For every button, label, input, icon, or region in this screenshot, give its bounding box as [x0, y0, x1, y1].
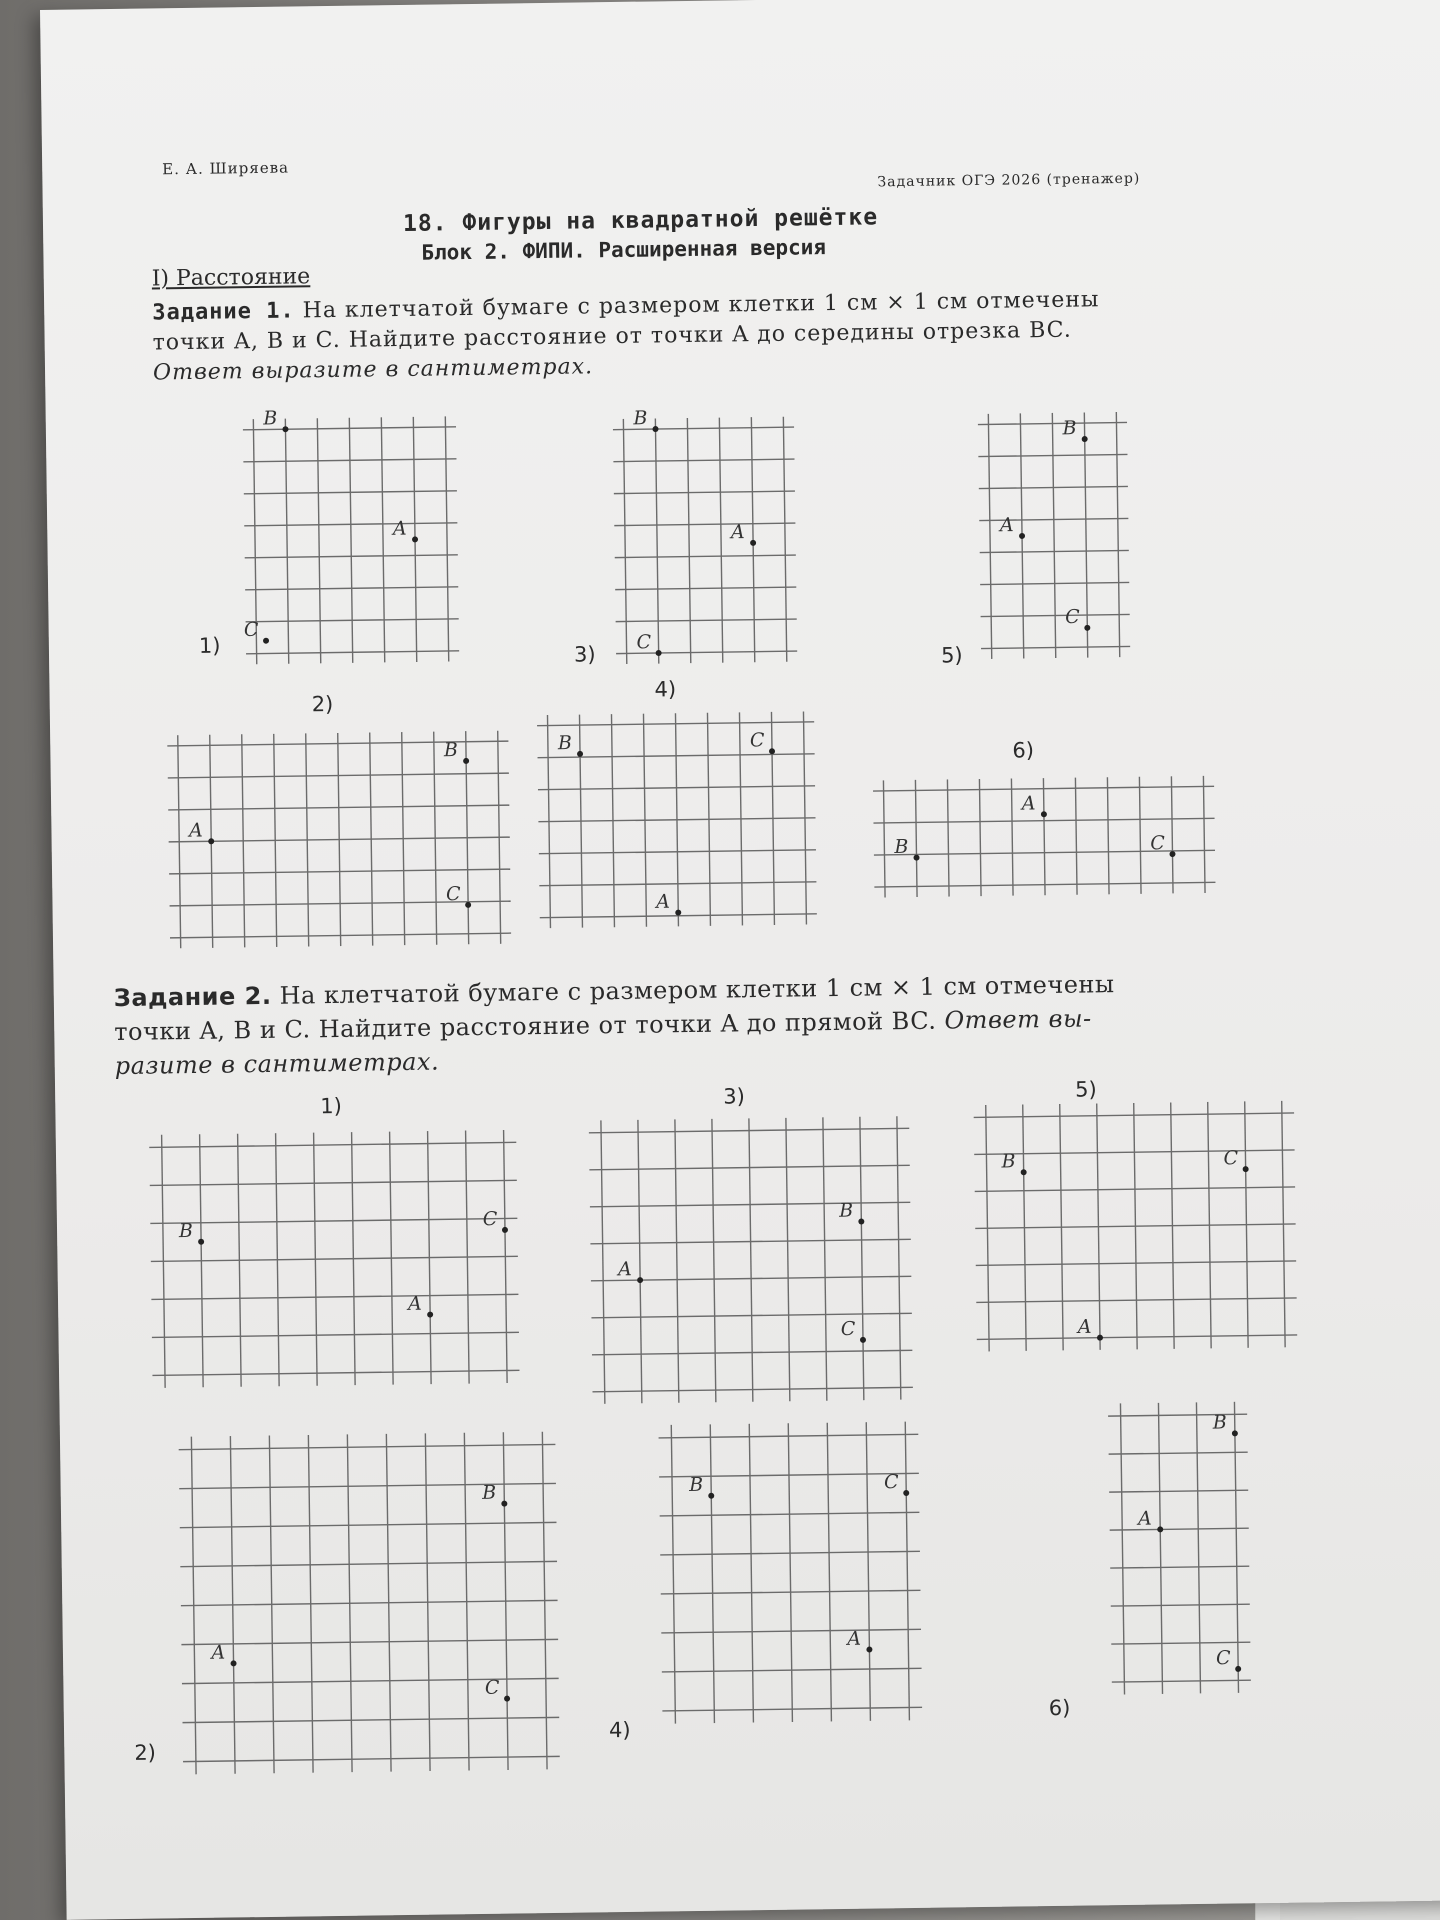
point-a-dot [1097, 1335, 1103, 1341]
grid-line-vertical [317, 418, 320, 663]
point-b-dot [463, 758, 469, 764]
grid-line-vertical [883, 780, 885, 897]
grid-line-horizontal [614, 491, 795, 494]
task1-fig-num-2: 2) [311, 691, 334, 717]
point-c-dot [263, 638, 269, 644]
point-a-dot [427, 1312, 433, 1318]
task2-figure-3-grid [589, 1116, 913, 1404]
task1-fig-num-6: 6) [1012, 738, 1035, 763]
task1-figure-4 [530, 704, 824, 935]
point-b-label: B [894, 835, 909, 858]
point-b-label: B [482, 1481, 497, 1504]
grid-line-horizontal [149, 1142, 516, 1147]
task2-fig-num-4: 4) [608, 1717, 631, 1743]
point-c-dot [860, 1337, 866, 1343]
point-b-label: B [557, 732, 573, 755]
point-a-label: A [407, 1292, 422, 1315]
grid-line-vertical [786, 1118, 790, 1401]
point-b-label: B [839, 1199, 854, 1222]
point-b-dot [708, 1493, 714, 1499]
point-b-dot [913, 855, 919, 861]
grid-line-vertical [712, 1119, 716, 1402]
task2-fig-num-2: 2) [134, 1740, 157, 1765]
task2-figure-4-grid [658, 1421, 922, 1723]
grid-line-vertical [915, 780, 917, 897]
point-b-label: B [1212, 1411, 1227, 1434]
task1-figure-6-grid [873, 776, 1216, 898]
point-c-label: C [243, 618, 259, 642]
task1-figure-3 [606, 409, 805, 671]
page-title: 18. Фигуры на квадратной решётке [402, 204, 879, 237]
grid-line-vertical [1139, 777, 1141, 894]
point-a-label: A [188, 819, 203, 842]
grid-line-horizontal [1109, 1452, 1248, 1454]
grid-line-vertical [655, 418, 658, 663]
grid-line-horizontal [616, 619, 797, 622]
point-c-label: C [636, 631, 652, 654]
section-heading: I) Расстояние [151, 264, 311, 292]
point-c-dot [465, 902, 471, 908]
point-c-label: C [445, 883, 461, 906]
point-a-dot [208, 838, 214, 844]
task2-line1: На клетчатой бумаге с размером клетки 1 см × 1 см отмечены [279, 970, 1115, 1010]
point-c-label: C [749, 729, 765, 752]
point-b-label: B [263, 407, 278, 430]
point-c-dot [1243, 1166, 1249, 1172]
task2-figure-2-grid [179, 1432, 560, 1775]
task1-figure-2-grid [167, 731, 511, 949]
point-b-dot [1021, 1169, 1027, 1175]
task2-figure-4 [650, 1413, 931, 1733]
task2-figure-3 [580, 1108, 921, 1412]
point-a-dot [1019, 533, 1025, 539]
grid-line-vertical [751, 417, 754, 662]
point-a-label: A [1077, 1315, 1092, 1338]
book-title: Задачник ОГЭ 2026 (тренажер) [877, 170, 1141, 191]
point-b-dot [652, 426, 658, 432]
task1-figure-6 [866, 769, 1223, 905]
grid-line-vertical [1158, 1403, 1162, 1694]
grid-line-horizontal [152, 1370, 519, 1375]
point-c-label: C [482, 1208, 498, 1231]
grid-line-vertical [1107, 777, 1109, 894]
task2-text [114, 967, 1116, 1083]
grid-line-vertical [1234, 1402, 1238, 1693]
point-c-label: C [484, 1676, 500, 1699]
point-a-dot [412, 536, 418, 542]
point-c-label: C [1215, 1647, 1231, 1670]
grid-line-vertical [979, 779, 981, 896]
point-a-dot [1041, 811, 1047, 817]
grid-line-horizontal [180, 1522, 557, 1527]
grid-line-horizontal [1111, 1642, 1250, 1644]
task2-fig-num-5: 5) [1075, 1077, 1097, 1102]
grid-line-horizontal [181, 1639, 558, 1644]
task1-line1: На клетчатой бумаге с размером клетки 1 см × 1 см отмечены [302, 287, 1100, 324]
point-c-dot [1169, 851, 1175, 857]
task1-figure-4-grid [537, 711, 817, 928]
grid-line-vertical [897, 1116, 901, 1399]
point-a-dot [231, 1660, 237, 1666]
grid-line-horizontal [615, 555, 796, 558]
point-c-dot [656, 650, 662, 656]
task2-line2: точки A, B и C. Найдите расстояние от точки A до прямой BC. [114, 1006, 937, 1047]
grid-line-vertical [675, 1119, 679, 1402]
grid-line-horizontal [180, 1561, 557, 1566]
task1-fig-num-3: 3) [573, 642, 596, 667]
grid-line-horizontal [179, 1444, 556, 1449]
task2-figure-6 [1099, 1393, 1259, 1703]
grid-line-horizontal [183, 1717, 560, 1722]
point-b-label: B [633, 407, 648, 430]
task2-figure-2 [170, 1423, 569, 1783]
grid-line-horizontal [1112, 1680, 1251, 1682]
point-a-dot [866, 1646, 872, 1652]
point-b-dot [282, 426, 288, 432]
grid-line-vertical [823, 1117, 827, 1400]
grid-line-horizontal [151, 1256, 518, 1261]
point-b-dot [1082, 436, 1088, 442]
worksheet-page [40, 0, 1440, 1920]
grid-line-horizontal [150, 1218, 517, 1223]
point-c-dot [769, 748, 775, 754]
point-a-label: A [1021, 792, 1036, 815]
point-b-label: B [178, 1219, 194, 1243]
point-b-dot [501, 1501, 507, 1507]
task2-figure-1 [141, 1121, 529, 1396]
task1-fig-num-5: 5) [940, 643, 963, 668]
grid-line-horizontal [179, 1483, 556, 1488]
task1-figure-3-grid [613, 405, 798, 664]
grid-line-vertical [719, 418, 722, 663]
grid-line-horizontal [183, 1756, 560, 1761]
point-c-dot [1084, 625, 1090, 631]
point-c-label: C [840, 1317, 856, 1341]
task1-figure-5-grid [978, 412, 1131, 659]
author: Е. А. Ширяева [162, 158, 290, 179]
grid-line-horizontal [150, 1180, 517, 1185]
task1-line2: точки A, B и C. Найдите расстояние от точки A до середины отрезка BC. [152, 317, 1072, 356]
point-a-label: A [847, 1627, 862, 1650]
grid-line-vertical [1052, 413, 1055, 658]
point-a-label: A [999, 514, 1014, 537]
grid-line-vertical [749, 1424, 753, 1723]
task2-figure-6-grid [1108, 1402, 1251, 1695]
point-a-dot [750, 540, 756, 546]
grid-line-vertical [1084, 412, 1087, 657]
task1-fig-num-1: 1) [198, 633, 221, 658]
point-c-dot [1235, 1666, 1241, 1672]
point-b-label: B [688, 1473, 704, 1497]
grid-line-vertical [788, 1423, 792, 1722]
grid-line-vertical [623, 419, 626, 664]
task2-fig-num-1: 1) [320, 1093, 343, 1119]
point-a-label: A [655, 890, 670, 913]
task1-figure-1-grid [241, 405, 460, 665]
grid-line-horizontal [614, 523, 795, 526]
grid-line-horizontal [613, 459, 794, 462]
task2-answer-note-1: Ответ вы- [944, 1004, 1092, 1035]
point-a-label: A [211, 1641, 226, 1664]
task1-answer-note: Ответ выразите в сантиметрах. [152, 354, 594, 386]
task2-label: Задание 2. [113, 981, 272, 1013]
point-a-label: A [617, 1258, 632, 1281]
task1-label: Задание 1. [152, 298, 295, 326]
task2-figure-1-grid [149, 1130, 520, 1388]
grid-line-vertical [381, 417, 384, 662]
task1-figure-2 [160, 723, 518, 955]
grid-line-vertical [827, 1423, 831, 1722]
point-b-dot [1232, 1430, 1238, 1436]
grid-line-vertical [783, 417, 786, 662]
point-c-dot [504, 1696, 510, 1702]
grid-line-vertical [710, 1424, 714, 1723]
task1-figure-5 [971, 405, 1138, 666]
grid-line-vertical [1043, 778, 1045, 895]
point-b-label: B [443, 739, 459, 762]
point-a-label: A [392, 517, 407, 540]
grid-line-horizontal [151, 1294, 518, 1299]
grid-line-vertical [349, 418, 352, 663]
grid-line-vertical [1120, 1403, 1124, 1694]
grid-line-horizontal [182, 1678, 559, 1683]
grid-line-vertical [1203, 776, 1205, 893]
page-subtitle: Блок 2. ФИПИ. Расширенная версия [421, 235, 827, 265]
point-c-dot [502, 1227, 508, 1233]
task2-fig-num-3: 3) [723, 1084, 745, 1109]
grid-line-vertical [988, 414, 991, 659]
grid-line-vertical [1075, 778, 1077, 895]
point-c-label: C [1223, 1147, 1239, 1170]
grid-line-vertical [285, 419, 288, 664]
grid-line-horizontal [615, 587, 796, 590]
grid-line-vertical [445, 416, 448, 661]
point-b-label: B [1062, 417, 1077, 440]
grid-line-vertical [687, 418, 690, 663]
grid-line-horizontal [152, 1332, 519, 1337]
task2-fig-num-6: 6) [1048, 1695, 1071, 1721]
point-a-dot [675, 910, 681, 916]
grid-line-horizontal [1110, 1528, 1249, 1530]
task1-text [152, 285, 1100, 388]
point-a-dot [637, 1277, 643, 1283]
grid-line-horizontal [1109, 1490, 1248, 1492]
point-a-dot [1157, 1526, 1163, 1532]
grid-line-vertical [671, 1425, 675, 1724]
point-b-label: B [1001, 1150, 1016, 1173]
point-b-dot [577, 751, 583, 757]
grid-line-vertical [749, 1118, 753, 1401]
task2-answer-note-2: разите в сантиметрах. [114, 1047, 440, 1081]
task1-fig-num-4: 4) [654, 677, 677, 702]
point-a-label: A [1137, 1507, 1152, 1530]
point-b-dot [198, 1239, 204, 1245]
point-a-label: A [730, 521, 745, 544]
grid-line-vertical [1011, 779, 1013, 896]
grid-line-horizontal [1110, 1566, 1249, 1568]
grid-line-vertical [905, 1422, 909, 1721]
task1-figure-1 [236, 409, 467, 671]
grid-line-vertical [601, 1120, 605, 1403]
grid-line-vertical [860, 1117, 864, 1400]
grid-line-vertical [638, 1120, 642, 1403]
grid-line-vertical [866, 1422, 870, 1721]
task2-figure-5-grid [974, 1101, 1298, 1352]
grid-line-horizontal [181, 1600, 558, 1605]
point-c-dot [903, 1490, 909, 1496]
grid-line-vertical [1196, 1402, 1200, 1693]
point-c-label: C [883, 1471, 899, 1494]
grid-line-vertical [1116, 412, 1119, 657]
grid-line-vertical [947, 779, 949, 896]
task2-figure-5 [965, 1092, 1305, 1359]
point-c-label: C [1150, 832, 1166, 855]
point-b-dot [858, 1218, 864, 1224]
grid-line-vertical [1171, 776, 1173, 893]
grid-line-horizontal [1111, 1604, 1250, 1606]
point-c-label: C [1065, 605, 1080, 629]
